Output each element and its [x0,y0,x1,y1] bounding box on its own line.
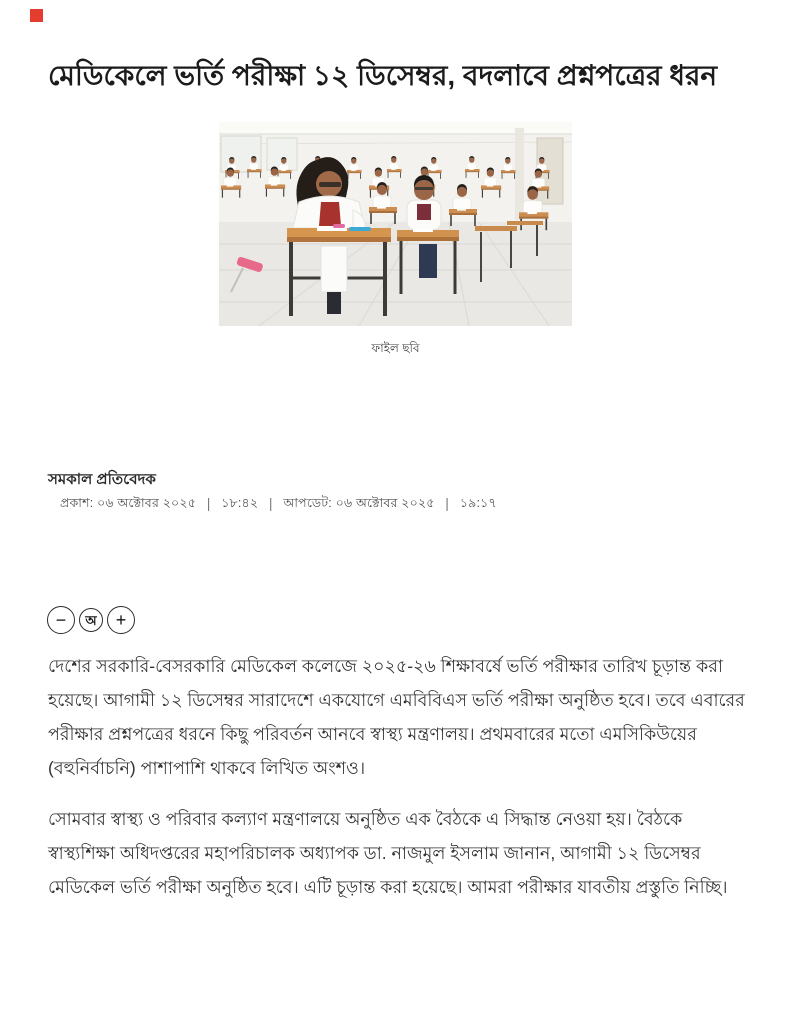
exam-hall-illustration [219,122,572,326]
article-body [48,649,747,921]
article-figure [0,122,791,360]
publish-meta [60,495,497,515]
article-paragraph: সোমবার স্বাস্থ্য ও পরিবার কল্যাণ মন্ত্রণালয়ে অনুষ্ঠিত এক বৈঠকে এ সিদ্ধান্ত নেওয়া হয়। বৈঠকে স্বাস্থ্যশিক্ষা অধিদপ্তরের মহাপরিচালক অধ্যাপক ডা. নাজমুল ইসলাম জানান, আগামী ১২ ডিসেম্বর মেডিকেল ভর্তি পরীক্ষা অনুষ্ঠিত হবে। এটি চূড়ান্ত করা হয়েছে। আমরা পরীক্ষার যাবতীয় প্রস্তুতি নিচ্ছি। [48,809,728,897]
updated-time: ১৯:১৭ [459,496,497,510]
meta-separator: | [206,495,211,511]
font-size-controls [47,606,135,634]
figure-caption: ফাইল ছবি [371,341,420,355]
font-reset-button[interactable]: অ [79,608,103,632]
updated-label: আপডেট: [283,496,332,510]
meta-separator: | [268,495,273,511]
article-paragraph: দেশের সরকারি-বেসরকারি মেডিকেল কলেজে ২০২৫-২৬ শিক্ষাবর্ষে ভর্তি পরীক্ষার তারিখ চূড়ান্ত করা হয়েছে। আগামী ১২ ডিসেম্বর সারাদেশে একযোগে এমবিবিএস ভর্তি পরীক্ষা অনুষ্ঠিত হবে। তবে এবারের পরীক্ষার প্রশ্নপত্রের ধরনে কিছু পরিবর্তন আনবে স্বাস্থ্য মন্ত্রণালয়। প্রথমবারের মতো এমসিকিউয়ের (বহুনির্বাচনি) পাশাপাশি থাকবে লিখিত অংশও। [48,656,745,778]
updated-date: ০৬ অক্টোবর ২০২৫ [335,496,435,510]
published-label: প্রকাশ: [60,496,94,510]
font-increase-button[interactable]: + [107,606,135,634]
published-time: ১৮:৪২ [221,496,259,510]
font-decrease-button[interactable]: − [47,606,75,634]
meta-separator: | [445,495,450,511]
exam-hall-photo [219,122,572,326]
byline: সমকাল প্রতিবেদক [48,471,156,488]
brand-red-mark [30,9,43,22]
article-title: মেডিকেলে ভর্তি পরীক্ষা ১২ ডিসেম্বর, বদলাবে প্রশ্নপত্রের ধরন [48,60,718,91]
published-date: ০৬ অক্টোবর ২০২৫ [97,496,197,510]
